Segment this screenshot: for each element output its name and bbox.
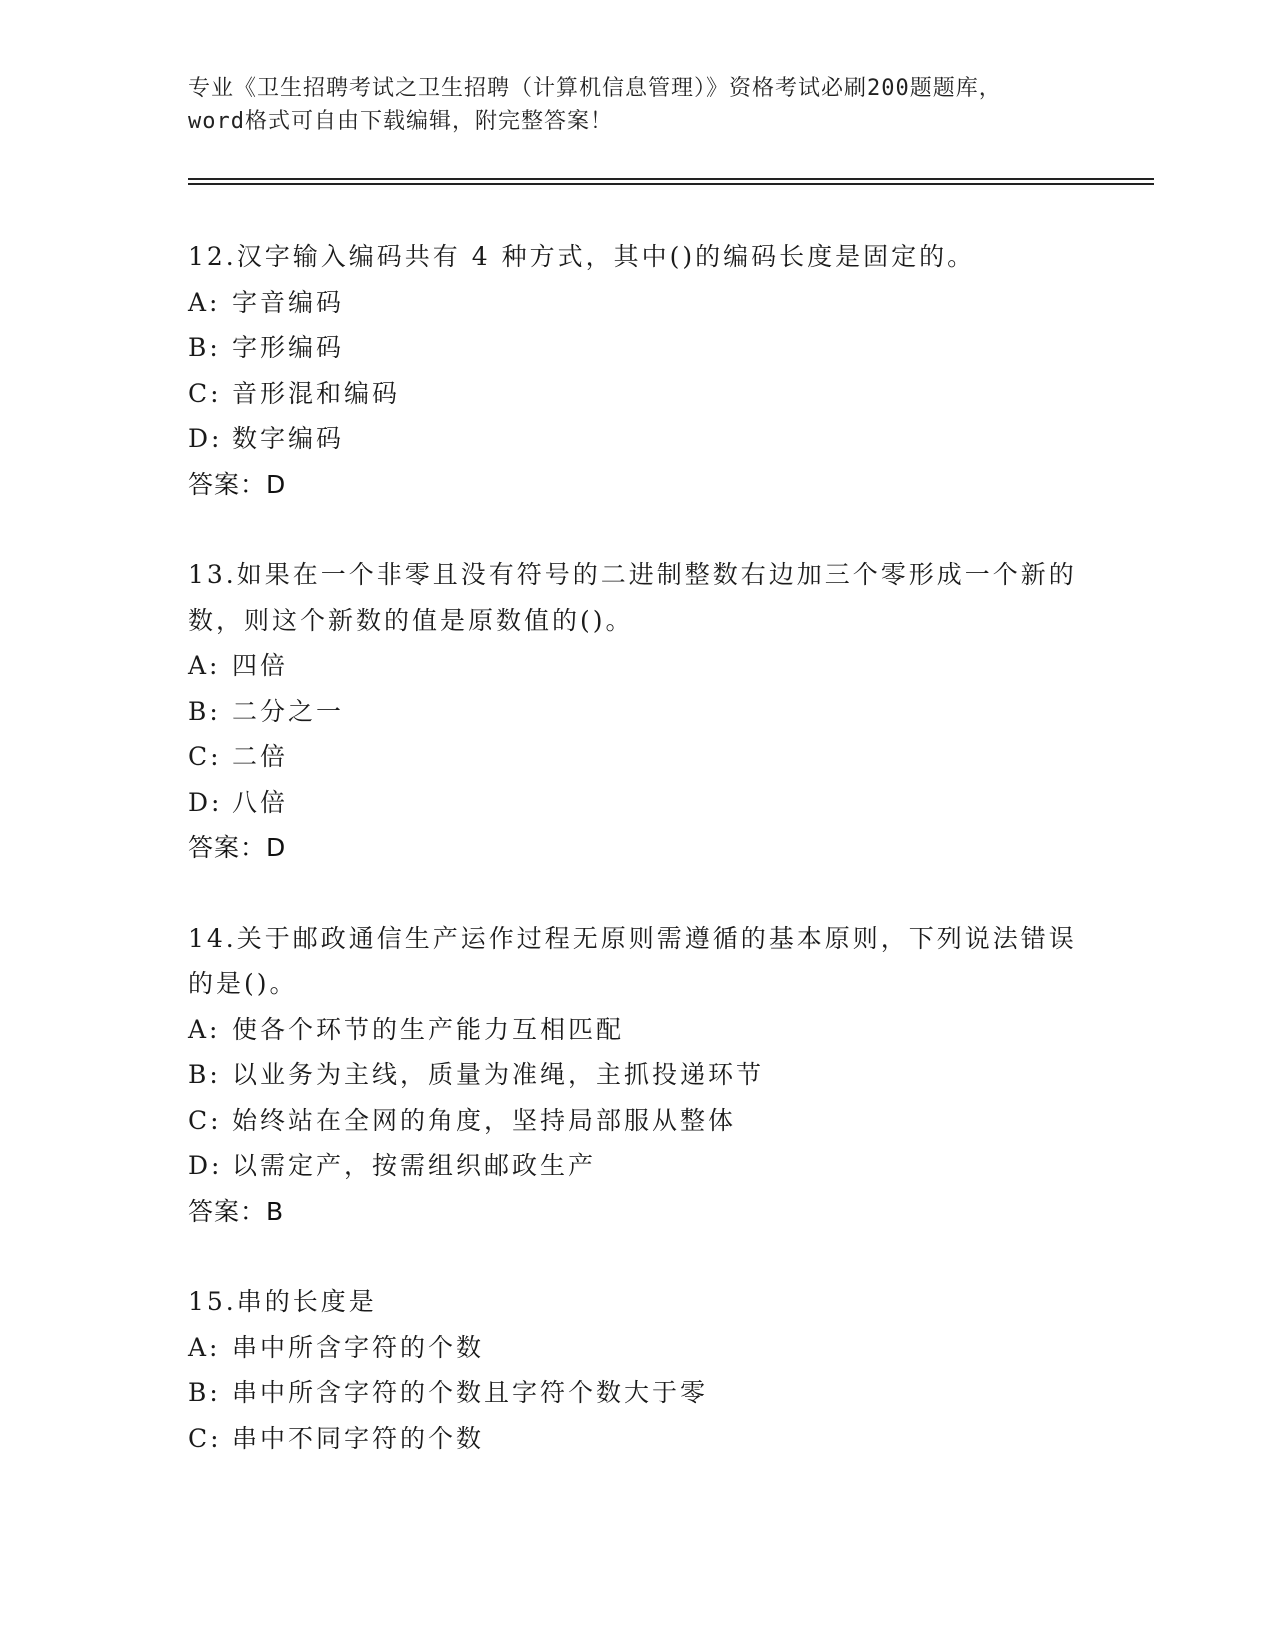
- header-line-1: 专业《卫生招聘考试之卫生招聘（计算机信息管理）》资格考试必刷200题题库，: [188, 76, 1002, 101]
- option-letter: A:: [188, 651, 221, 680]
- option-letter: D:: [188, 787, 223, 817]
- option-a: [188, 1007, 1088, 1053]
- question-number: 15.: [188, 1287, 237, 1316]
- answer-label: 答案：D: [188, 469, 287, 499]
- option-text: 二分之一: [232, 696, 345, 726]
- question-stem: [188, 234, 1088, 280]
- question-stem: [188, 916, 1088, 1007]
- option-letter: A:: [188, 287, 221, 317]
- question-number: 12.: [188, 242, 237, 271]
- option-text: 串中不同字符的个数: [232, 1423, 485, 1453]
- option-d: [188, 1143, 1088, 1189]
- option-letter: B:: [188, 1060, 221, 1089]
- option-c: [188, 734, 1088, 780]
- option-text: 使各个环节的生产能力互相匹配: [232, 1014, 625, 1044]
- answer-label: 答案：D: [188, 833, 287, 862]
- option-d: [188, 780, 1088, 826]
- option-c: [188, 1416, 1088, 1462]
- option-text: 始终站在全网的角度，坚持局部服从整体: [232, 1105, 737, 1135]
- question-text: 关于邮政通信生产运作过程无原则需遵循的基本原则，下列说法错误的是()。: [188, 923, 1077, 998]
- option-letter: B:: [188, 1378, 221, 1407]
- option-letter: B:: [188, 696, 221, 726]
- option-letter: C:: [188, 378, 222, 408]
- option-a: [188, 280, 1088, 326]
- option-letter: C:: [188, 1105, 222, 1135]
- question-14: [188, 916, 1088, 1235]
- option-letter: A:: [188, 1332, 221, 1362]
- answer-label: 答案：B: [188, 1196, 285, 1226]
- option-text: 以业务为主线，质量为准绳，主抓投递环节: [232, 1060, 765, 1089]
- option-letter: B:: [188, 333, 221, 362]
- question-number: 14.: [188, 923, 237, 953]
- header-divider-top: [188, 178, 1154, 180]
- question-text: 汉字输入编码共有 4 种方式，其中()的编码长度是固定的。: [236, 242, 976, 271]
- header-divider-bottom: [188, 183, 1154, 185]
- option-text: 四倍: [232, 651, 289, 680]
- option-d: [188, 416, 1088, 462]
- option-b: [188, 1052, 1088, 1098]
- option-letter: A:: [188, 1014, 221, 1044]
- option-letter: D:: [188, 424, 223, 453]
- question-text: 串的长度是: [236, 1287, 377, 1316]
- question-15: [188, 1279, 1088, 1461]
- option-text: 二倍: [232, 742, 289, 771]
- question-list: [188, 234, 1088, 1461]
- option-text: 八倍: [232, 787, 289, 817]
- option-c: [188, 1098, 1088, 1144]
- option-text: 字音编码: [232, 287, 345, 317]
- option-letter: D:: [188, 1151, 223, 1180]
- option-text: 音形混和编码: [232, 378, 401, 408]
- question-number: 13.: [188, 560, 237, 589]
- option-text: 字形编码: [232, 333, 345, 362]
- question-13: [188, 552, 1088, 871]
- option-b: [188, 325, 1088, 371]
- option-c: [188, 371, 1088, 417]
- option-letter: C:: [188, 742, 222, 771]
- question-stem: [188, 552, 1088, 643]
- option-text: 串中所含字符的个数: [232, 1332, 485, 1362]
- question-text: 如果在一个非零且没有符号的二进制整数右边加三个零形成一个新的数，则这个新数的值是原数值的()。: [188, 560, 1077, 635]
- option-a: [188, 643, 1088, 689]
- option-b: [188, 689, 1088, 735]
- document-header: [188, 72, 1088, 138]
- option-text: 数字编码: [232, 424, 345, 453]
- option-text: 串中所含字符的个数且字符个数大于零: [232, 1378, 709, 1407]
- option-letter: C:: [188, 1423, 222, 1453]
- option-a: [188, 1325, 1088, 1371]
- option-b: [188, 1370, 1088, 1416]
- header-line-2: word格式可自由下载编辑，附完整答案！: [188, 109, 613, 134]
- option-text: 以需定产，按需组织邮政生产: [232, 1151, 597, 1180]
- question-stem: [188, 1279, 1088, 1325]
- question-12: [188, 234, 1088, 507]
